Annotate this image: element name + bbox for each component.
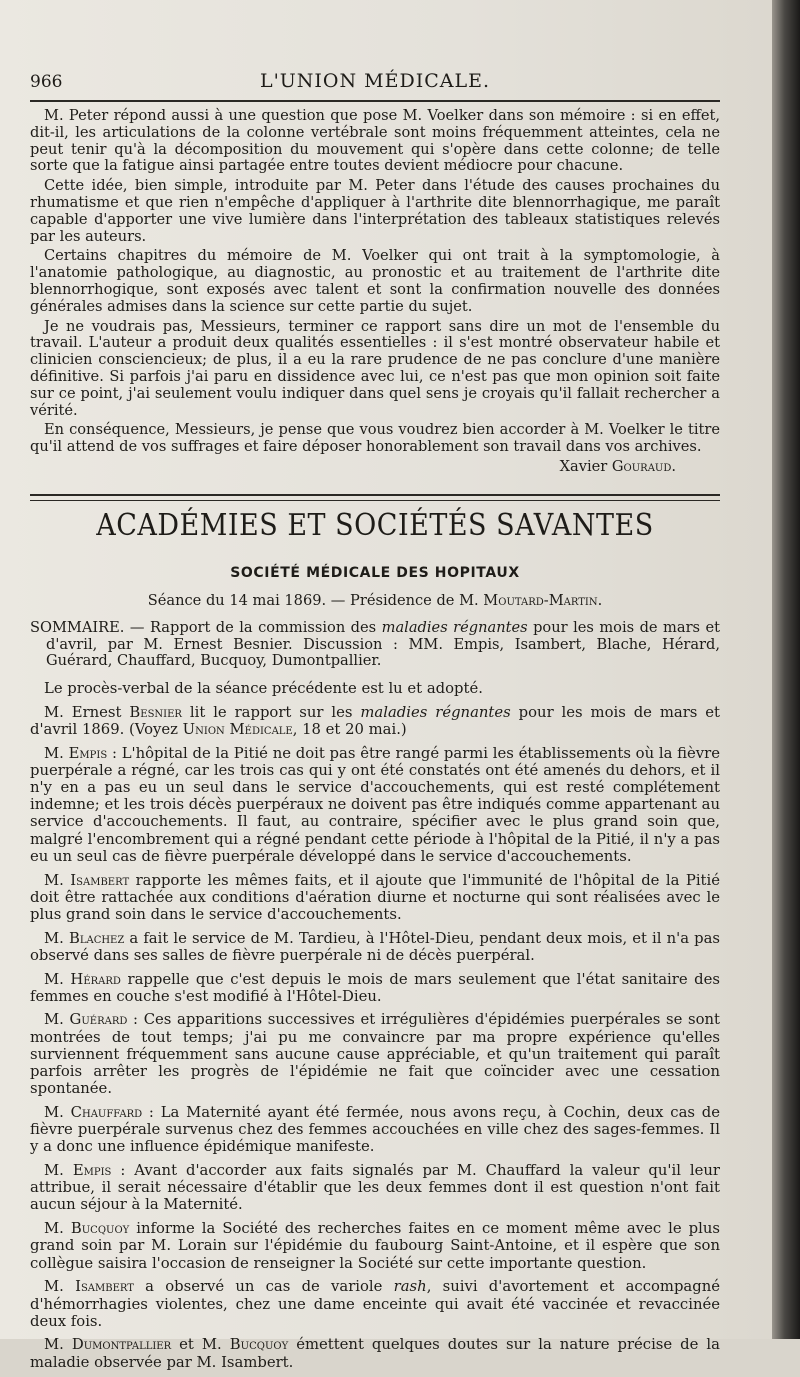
speaker-name: Chauffard	[70, 1103, 143, 1121]
speaker-name: Bucquoy	[229, 1336, 289, 1354]
seance-president: Moutard-Martin.	[483, 592, 603, 609]
minute-paragraph: M. Isambert a observé un cas de variole rash, suivi d'avortement et accompagné d'hémorrhagies violentes, chez une dame enceinte qui avait été vaccinée et revaccinée deux fois.	[30, 1278, 720, 1330]
speaker-name: Blachez	[68, 929, 125, 947]
signature-first-name: Xavier	[559, 457, 608, 475]
section-double-rule	[30, 494, 720, 501]
page-number: 966	[30, 72, 63, 92]
paragraph: En conséquence, Messieurs, je pense que vous voudrez bien accorder à M. Voelker le titre qu'il attend de vos suffrages et faire déposer honorablement son travail dans vos archives.	[30, 421, 720, 456]
minute-paragraph: M. Empis : Avant d'accorder aux faits signalés par M. Chauffard la valeur qu'il leur attribue, il serait nécessaire d'établir que les deux femmes dont il est question n'ont fait aucun séjour à la Maternité.	[30, 1162, 720, 1214]
journal-title: L'UNION MÉDICALE.	[259, 70, 491, 92]
header-rule	[30, 100, 720, 102]
seance-prefix: Séance du 14 mai 1869. — Présidence de M.	[147, 592, 479, 609]
minute-paragraph: M. Blachez a fait le service de M. Tardieu, à l'Hôtel-Dieu, pendant deux mois, et il n'a pas observé dans ses salles de fièvre puerpérale ni de décès puerpéral.	[30, 929, 720, 964]
signature	[30, 459, 720, 476]
summary-text-1: Rapport de la commission des	[149, 619, 377, 636]
speaker-name: Besnier	[129, 703, 182, 721]
society-title: SOCIÉTÉ MÉDICALE DES HOPITAUX	[230, 565, 520, 581]
seance-line	[30, 592, 720, 609]
summary-label: SOMMAIRE. —	[30, 619, 145, 636]
section-title: ACADÉMIES ET SOCIÉTÉS SAVANTES	[96, 508, 654, 543]
speaker-name: Empis	[68, 744, 108, 762]
minute-paragraph: M. Guérard : Ces apparitions successives et irrégulières d'épidémies puerpérales se sont montrées de tout temps; j'ai pu me convaincre par ma propre expérience qu'elles surviennent fréquemment sans aucune cause appréciable, et qu'un traitement qui paraît parfois arrêter les progrès de l'épidémie ne fait que coïncider avec une cessation spontanée.	[30, 1011, 720, 1098]
summary	[30, 620, 720, 670]
minute-paragraph: M. Bucquoy informe la Société des recherches faites en ce moment même avec le plus grand soin par M. Lorain sur l'épidémie du faubourg Saint-Antoine, et il espère que son collègue saisira l'occasion de renseigner la Société sur cette importante question.	[30, 1220, 720, 1272]
minute-paragraph: M. Ernest Besnier lit le rapport sur les maladies régnantes pour les mois de mars et d'avril 1869. (Voyez Union Médicale, 18 et 20 mai.)	[30, 703, 720, 738]
running-header	[30, 68, 720, 98]
report-conclusion	[30, 108, 720, 476]
paragraph: Je ne voudrais pas, Messieurs, terminer ce rapport sans dire un mot de l'ensemble du travail. L'auteur a produit deux qualités essentielles : il s'est montré observateur habile et clinicien consciencieux; de plus, il a eu la rare prudence de ne pas conclure d'une manière définitive. Si parfois j'ai paru en dissidence avec lui, ce n'est pas que mon opinion soit faite sur ce point, j'ai seulement voulu indiquer dans quel sens je croyais qu'il fallait rechercher a vérité.	[30, 317, 720, 419]
minutes	[30, 680, 720, 1377]
minute-paragraph: M. Empis : L'hôpital de la Pitié ne doit pas être rangé parmi les établissements où la fièvre puerpérale a régné, car les trois cas qui y ont été constatés ont été amenés du dehors, et il n'y en a pas eu un seul dans le service d'accouchements, qui est resté complétement indemne; et les trois décès puerpéraux ne doivent pas être indiqués comme appartenant au service d'accouchements. Il faut, au contraire, spécifier avec le plus grand soin que, malgré l'encombrement qui a régné pendant cette période à l'hôpital de la Pitié, il n'y a pas eu un seul cas de fièvre puerpérale développé dans le service d'accouchements.	[30, 744, 720, 865]
speaker-name: Hérard	[70, 970, 121, 988]
minute-paragraph: M. Hérard rappelle que c'est depuis le mois de mars seulement que l'état sanitaire des femmes en couche s'est modifié à l'Hôtel-Dieu.	[30, 970, 720, 1005]
signature-last-name: Gouraud.	[611, 457, 676, 475]
summary-italic: maladies régnantes	[381, 619, 528, 636]
speaker-name: Empis	[72, 1162, 112, 1180]
minute-paragraph: M. Isambert rapporte les mêmes faits, et il ajoute que l'immunité de l'hôpital de la Pitié doit être rattachée aux conditions d'aération diurne et nocturne qui sont réalisées avec le plus grand soin dans le service d'accouchements.	[30, 871, 720, 923]
paragraph: Certains chapitres du mémoire de M. Voelker qui ont trait à la symptomologie, à l'anatomie pathologique, au diagnostic, au pronostic et au traitement de l'arthrite dite blennorrhogique, sont exposés avec talent et sont la confirmation nouvelle des données générales admises dans la science sur cette partie du sujet.	[30, 247, 720, 315]
minute-paragraph: M. Chauffard : La Maternité ayant été fermée, nous avons reçu, à Cochin, deux cas de fièvre puerpérale survenus chez des femmes accouchées en ville chez des sages-femmes. Il y a donc une influence épidémique manifeste.	[30, 1103, 720, 1156]
book-spine-shadow	[772, 0, 800, 1339]
summary-text-2: pour les mois de mars et d'avril, par M. Ernest Besnier. Discussion : MM. Empis, Isambert, Blache, Hérard, Guérard, Chauffard, Bucquoy, Dumontpallier.	[46, 619, 721, 670]
minute-paragraph: Le procès-verbal de la séance précédente est lu et adopté.	[44, 680, 483, 697]
speaker-name: Guérard	[69, 1011, 128, 1029]
speaker-name: Isambert	[70, 871, 130, 889]
minute-paragraph: M. Dumontpallier et M. Bucquoy émettent quelques doutes sur la nature précise de la maladie observée par M. Isambert.	[30, 1336, 720, 1371]
speaker-name: Isambert	[75, 1278, 134, 1296]
speaker-name: Dumontpallier	[71, 1336, 172, 1354]
paragraph: M. Peter répond aussi à une question que pose M. Voelker dans son mémoire : si en effet, dit-il, les articulations de la colonne vertébrale sont moins fréquemment atteintes, cela ne peut tenir qu'à la décomposition du mouvement qui s'opère dans cette colonne; de telle sorte que la fatigue ainsi partagée entre toutes devient médiocre pour chacune.	[30, 107, 720, 175]
paragraph: Cette idée, bien simple, introduite par M. Peter dans l'étude des causes prochaines du rhumatisme et que rien n'empêche d'appliquer à l'arthrite dite blennorrhagique, me paraît capable d'apporter une vive lumière dans l'interprétation des tableaux statistiques relevés par les auteurs.	[30, 177, 720, 245]
speaker-name: Bucquoy	[70, 1220, 130, 1238]
